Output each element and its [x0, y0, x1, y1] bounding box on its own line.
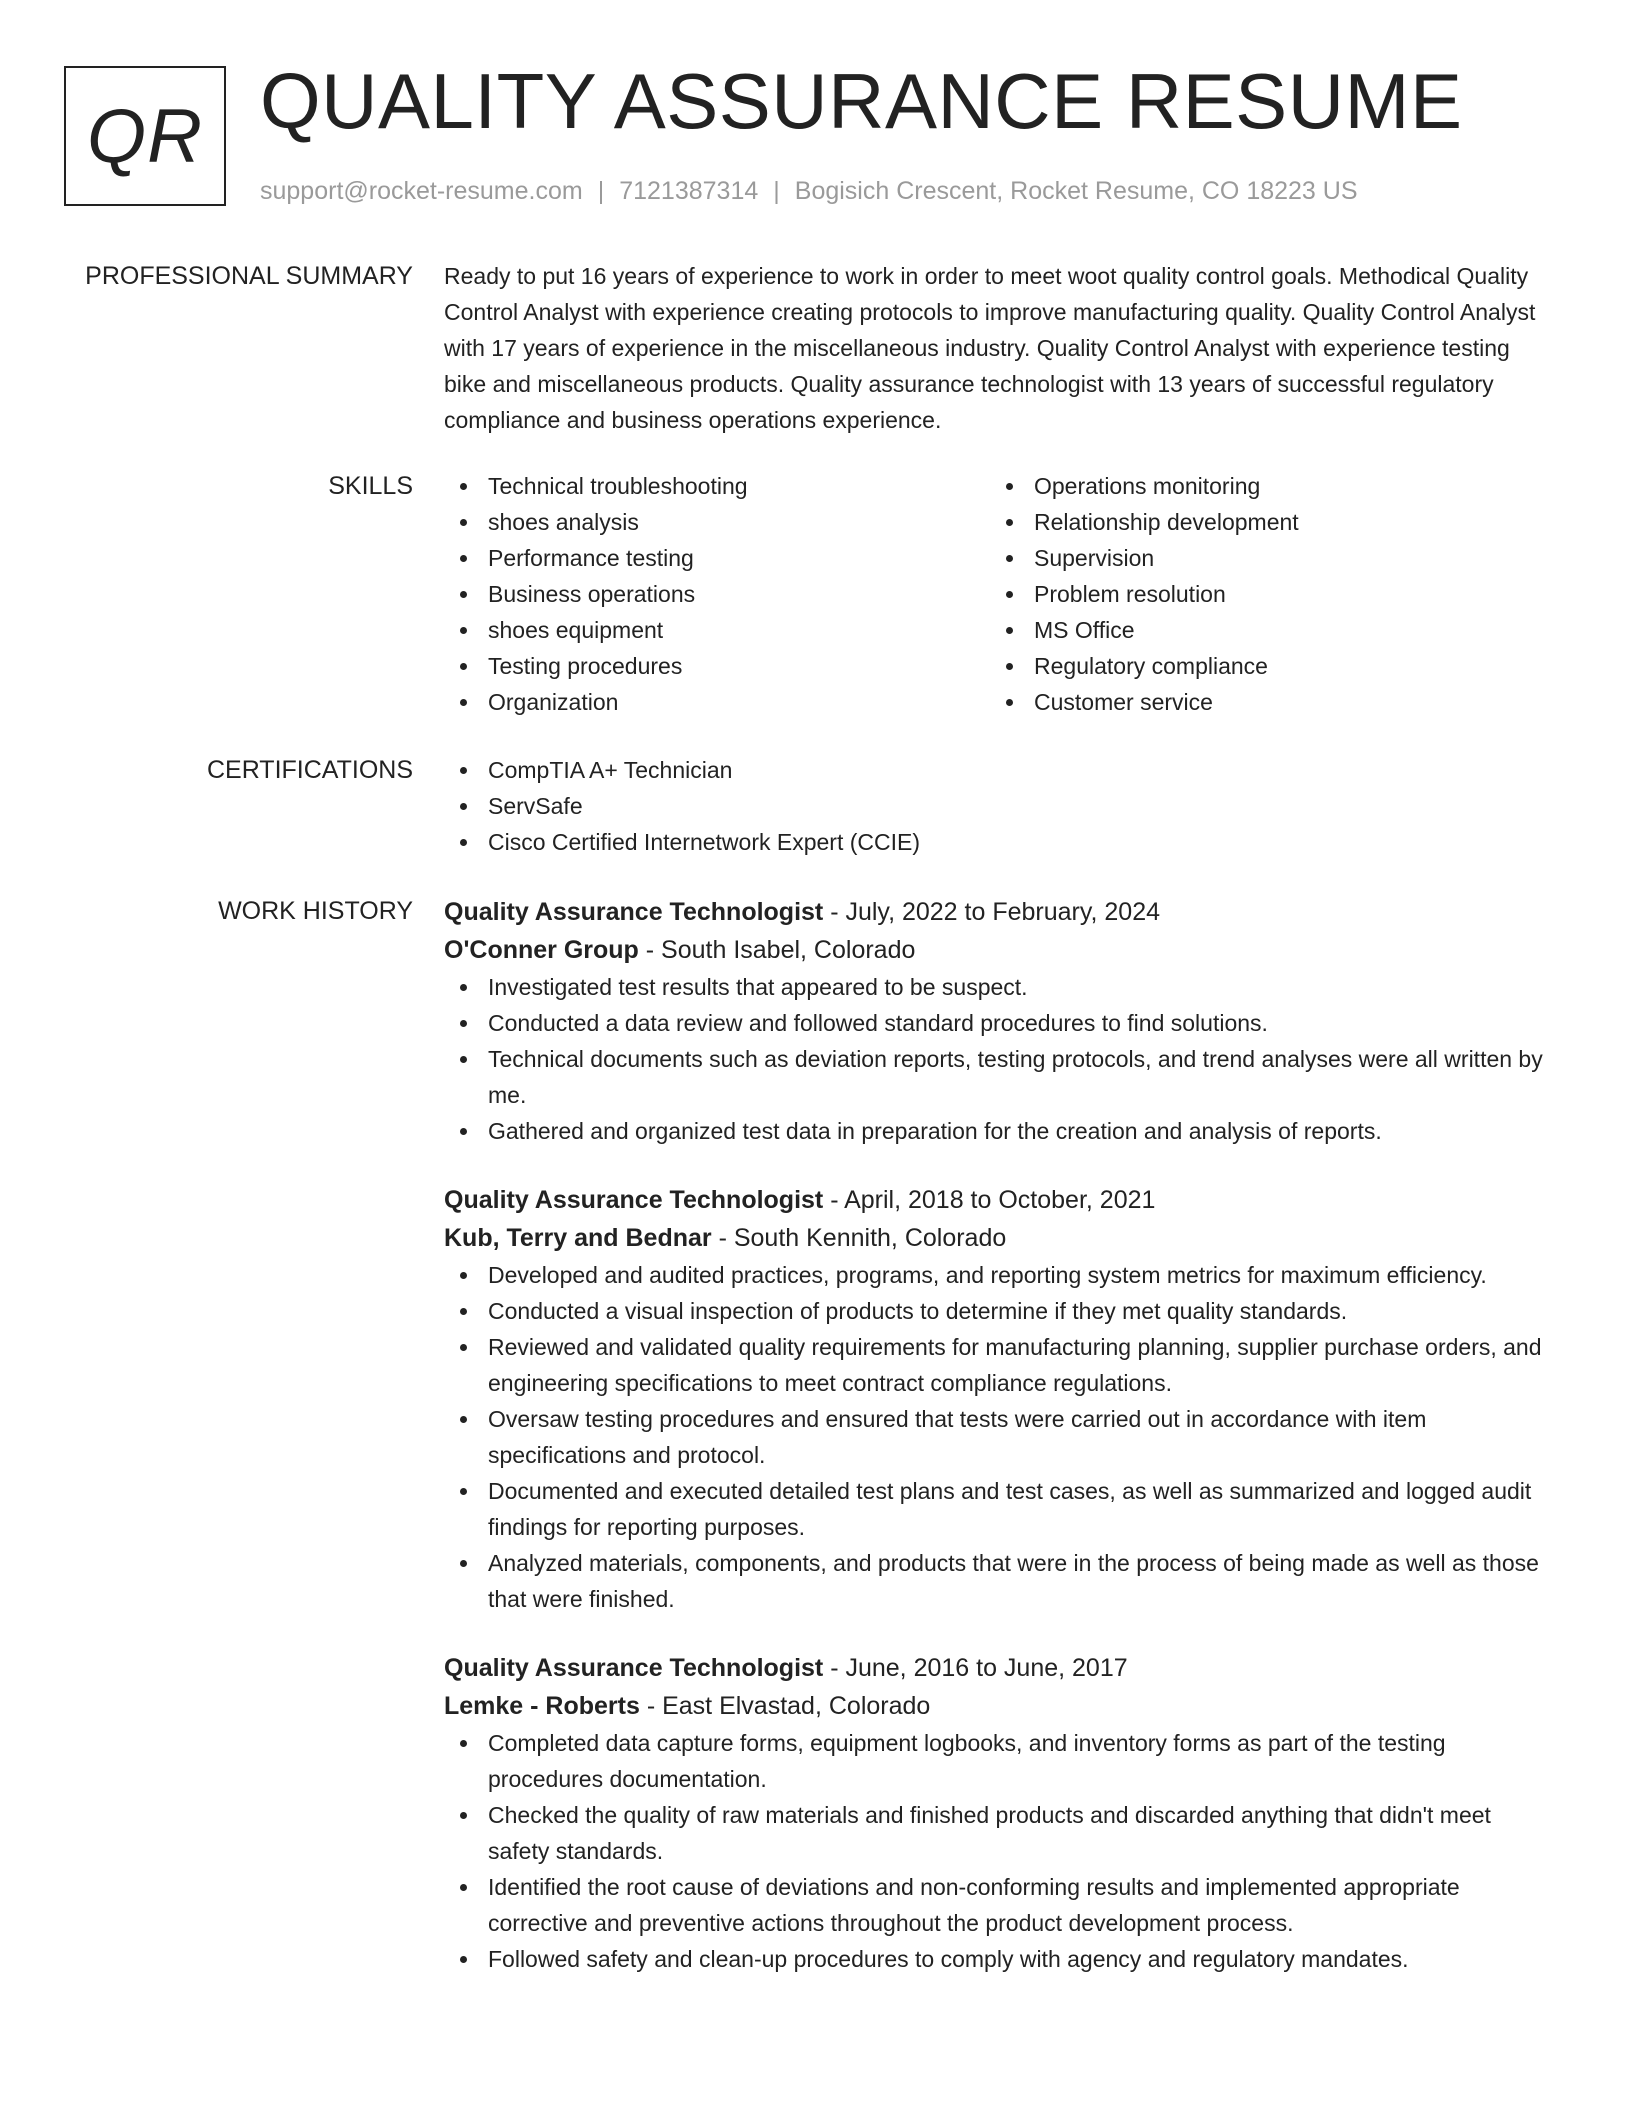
skill-item: Performance testing — [444, 540, 990, 576]
job-title-line — [444, 1181, 1554, 1219]
job-title: Quality Assurance Technologist — [444, 1186, 824, 1214]
job-company-line — [444, 1687, 1554, 1725]
job-duties-list — [444, 1257, 1554, 1617]
certifications-heading: CERTIFICATIONS — [206, 756, 413, 784]
job-duties-list — [444, 969, 1554, 1149]
job-duty: Completed data capture forms, equipment logbooks, and inventory forms as part of the testing procedures documentation. — [444, 1725, 1554, 1797]
skill-item: Relationship development — [990, 504, 1536, 540]
contact-email: support@rocket-resume.com — [260, 177, 583, 205]
job-duty: Gathered and organized test data in preparation for the creation and analysis of reports. — [444, 1113, 1554, 1149]
job-dates: - June, 2016 to June, 2017 — [823, 1654, 1128, 1682]
job-entry — [444, 1181, 1554, 1617]
job-entry — [444, 1649, 1554, 1977]
job-dates: - July, 2022 to February, 2024 — [823, 898, 1161, 926]
job-duty: Investigated test results that appeared to be suspect. — [444, 969, 1554, 1005]
skill-item: Supervision — [990, 540, 1536, 576]
contact-separator: | — [597, 177, 605, 205]
job-title-line — [444, 893, 1554, 931]
certification-item: ServSafe — [444, 788, 1554, 824]
skills-body — [444, 468, 1554, 720]
summary-body — [444, 258, 1554, 438]
job-dates: - April, 2018 to October, 2021 — [823, 1186, 1156, 1214]
work-history-body — [444, 893, 1554, 1977]
work-history-heading: WORK HISTORY — [218, 897, 413, 925]
job-title-line — [444, 1649, 1554, 1687]
skills-columns — [444, 468, 1554, 720]
job-location: - South Kennith, Colorado — [711, 1224, 1007, 1252]
contact-separator: | — [773, 177, 780, 205]
certifications-body — [444, 752, 1554, 860]
job-entry — [444, 893, 1554, 1149]
skill-item: Testing procedures — [444, 648, 990, 684]
job-location: - South Isabel, Colorado — [638, 936, 916, 964]
certifications-list — [444, 752, 1554, 860]
skill-item: Customer service — [990, 684, 1536, 720]
skill-item: shoes equipment — [444, 612, 990, 648]
contact-address: Bogisich Crescent, Rocket Resume, CO 18223 US — [794, 177, 1358, 205]
job-location: - East Elvastad, Colorado — [639, 1692, 931, 1720]
job-duty: Analyzed materials, components, and products that were in the process of being made as well as those that were finished. — [444, 1545, 1554, 1617]
skills-heading: SKILLS — [328, 472, 413, 500]
skill-item: Problem resolution — [990, 576, 1536, 612]
job-duty: Technical documents such as deviation reports, testing protocols, and trend analyses were all written by me. — [444, 1041, 1554, 1113]
job-duty: Oversaw testing procedures and ensured that tests were carried out in accordance with item specifications and protocol. — [444, 1401, 1554, 1473]
job-duty: Checked the quality of raw materials and finished products and discarded anything that didn't meet safety standards. — [444, 1797, 1554, 1869]
job-duties-list — [444, 1725, 1554, 1977]
page-title: QUALITY ASSURANCE RESUME — [260, 57, 1463, 145]
skill-item: Operations monitoring — [990, 468, 1536, 504]
job-company-line — [444, 931, 1554, 969]
skill-item: Technical troubleshooting — [444, 468, 990, 504]
job-duty: Developed and audited practices, programs, and reporting system metrics for maximum efficiency. — [444, 1257, 1554, 1293]
contact-phone: 7121387314 — [619, 177, 759, 205]
job-duty: Conducted a visual inspection of products to determine if they met quality standards. — [444, 1293, 1554, 1329]
skills-list-right — [990, 468, 1536, 720]
skill-item: MS Office — [990, 612, 1536, 648]
job-company: O'Conner Group — [444, 936, 639, 964]
summary-text: Ready to put 16 years of experience to work in order to meet woot quality control goals. Methodical Quality Control Analyst with experience creating protocols to improve manufacturing quality. Quality Control Analyst with 17 years of experience in the miscellaneous industry. Quality Control Analyst with experience testing bike and miscellaneous products. Quality assurance technologist with 13 years of successful regulatory compliance and business operations experience. — [444, 263, 1536, 433]
job-duty: Followed safety and clean-up procedures to comply with agency and regulatory mandates. — [444, 1941, 1554, 1977]
job-company: Kub, Terry and Bednar — [444, 1224, 712, 1252]
job-company: Lemke - Roberts — [444, 1692, 640, 1720]
certification-item: Cisco Certified Internetwork Expert (CCIE) — [444, 824, 1554, 860]
skill-item: shoes analysis — [444, 504, 990, 540]
skill-item: Regulatory compliance — [990, 648, 1536, 684]
summary-heading: PROFESSIONAL SUMMARY — [85, 262, 413, 290]
job-duty: Conducted a data review and followed standard procedures to find solutions. — [444, 1005, 1554, 1041]
monogram-logo: QR — [64, 66, 226, 206]
job-duty: Documented and executed detailed test plans and test cases, as well as summarized and logged audit findings for reporting purposes. — [444, 1473, 1554, 1545]
job-company-line — [444, 1219, 1554, 1257]
job-title: Quality Assurance Technologist — [444, 898, 824, 926]
job-duty: Identified the root cause of deviations and non-conforming results and implemented appropriate corrective and preventive actions throughout the product development process. — [444, 1869, 1554, 1941]
skill-item: Organization — [444, 684, 990, 720]
contact-line — [260, 174, 1358, 208]
job-title: Quality Assurance Technologist — [444, 1654, 824, 1682]
skill-item: Business operations — [444, 576, 990, 612]
certification-item: CompTIA A+ Technician — [444, 752, 1554, 788]
skills-list-left — [444, 468, 990, 720]
job-duty: Reviewed and validated quality requirements for manufacturing planning, supplier purchase orders, and engineering specifications to meet contract compliance regulations. — [444, 1329, 1554, 1401]
